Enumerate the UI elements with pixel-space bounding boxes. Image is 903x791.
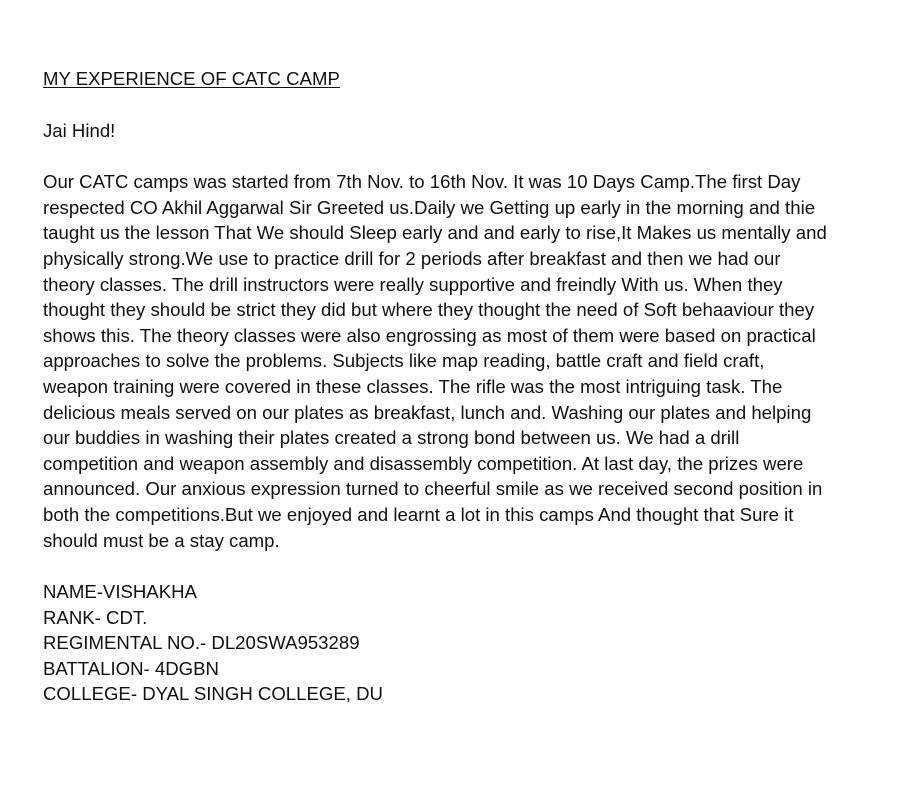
greeting: Jai Hind!: [43, 119, 116, 141]
rank-line: RANK- CDT.: [43, 606, 148, 628]
body-paragraph: Our CATC camps was started from 7th Nov. to 16th Nov. It was 10 Days Camp.The first Day respected CO Akhil Aggarwal Sir Greeted us.Daily we Getting up early in the morning and thie taught us the lesson That We should Sleep early and and early to rise,It Makes us mentally and physically strong.We use to practice drill for 2 periods after breakfast and then we had our theory classes. The drill instructors were really supportive and freindly With us. When they thought they should be strict they did but where they thought the need of Soft behaaviour they shows this. The theory classes were also engrossing as most of them were based on practical approaches to solve the problems. Subjects like map reading, battle craft and field craft, weapon training were covered in these classes. The rifle was the most intriguing task. The delicious meals served on our plates as breakfast, lunch and. Washing our plates and helping our buddies in washing their plates created a strong bond between us. We had a drill competition and weapon assembly and disassembly competition. At last day, the prizes were announced. Our anxious expression turned to cheerful smile as we received second position in both the competitions.But we enjoyed and learnt a lot in this camps And thought that Sure it should must be a stay camp.: [43, 171, 827, 551]
document-title: MY EXPERIENCE OF CATC CAMP: [43, 68, 340, 89]
document-page: [43, 66, 873, 707]
signature-details: [43, 579, 873, 707]
name-line: NAME-VISHAKHA: [43, 581, 197, 603]
battalion-line: BATTALION- 4DGBN: [43, 657, 219, 679]
regimental-number-line: REGIMENTAL NO.- DL20SWA953289: [43, 632, 360, 654]
college-line: COLLEGE- DYAL SINGH COLLEGE, DU: [43, 683, 383, 705]
